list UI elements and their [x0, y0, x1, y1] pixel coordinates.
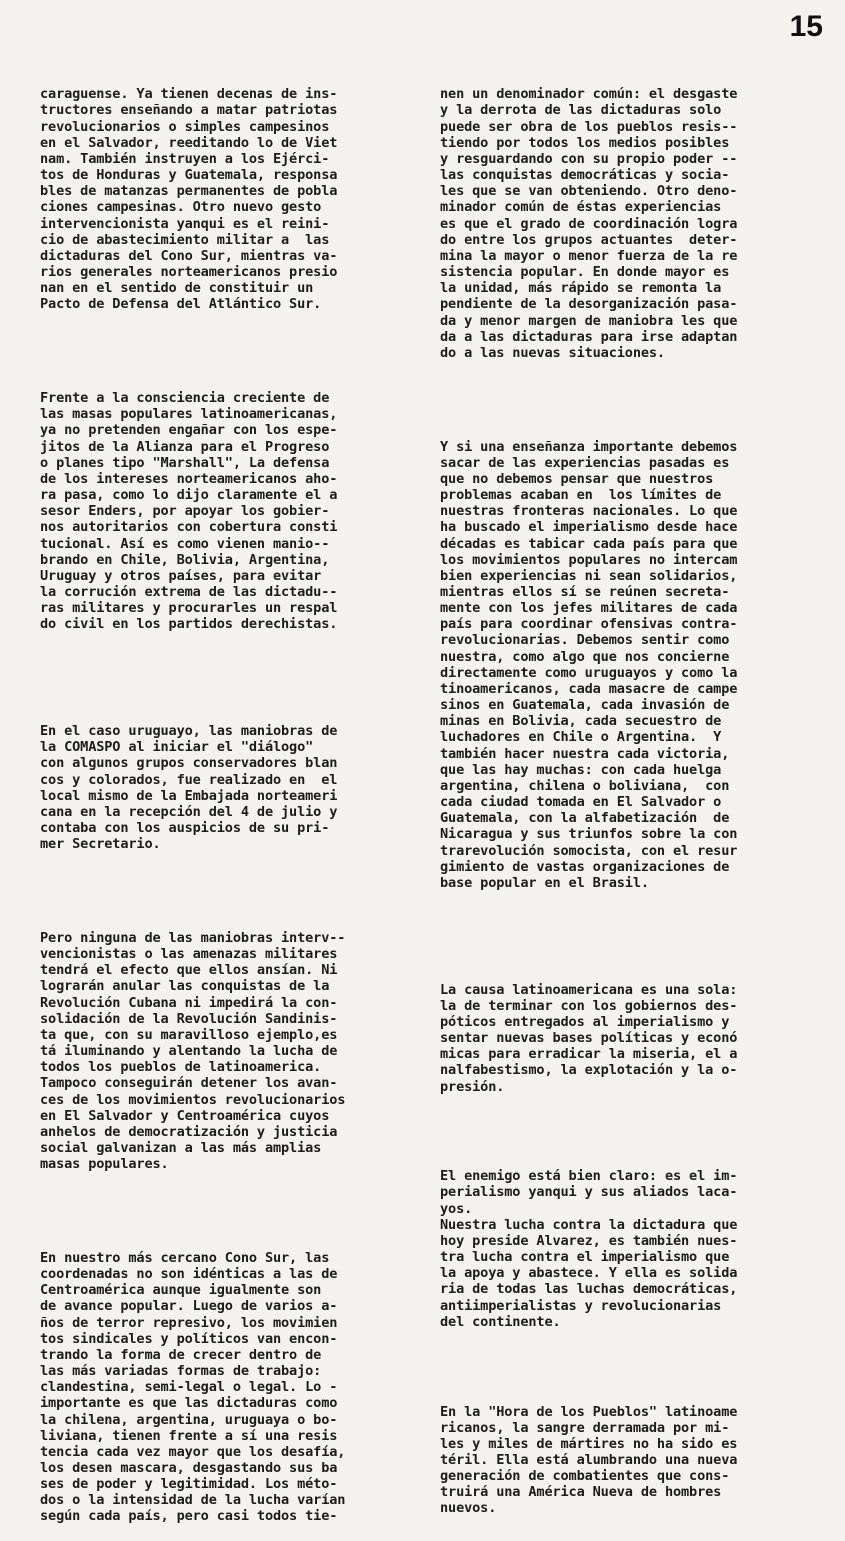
- right-paragraph-3: La causa latinoamericana es una sola: la de terminar con los gobiernos des- póticos entregados al imperialismo y sentar nuevas bases políticas y econó micas para erradicar la miseria, el a nalfabestismo, la explotación y la o- presión.: [440, 981, 738, 1095]
- right-paragraph-1: nen un denominador común: el desgaste y la derrota de las dictaduras solo puede ser obra de los pueblos resis-- tiendo por todos los medios posibles y resguardando con su propio poder -- las conquistas democráticas y socia- les que se van obteniendo. Otro deno- minador común de éstas experiencias es que el grado de coordinación logra do entre los grupos actuantes deter- mina la mayor o menor fuerza de la re sistencia popular. En donde mayor es la unidad, más rápido se remonta la pendiente de la desorganización pasa- da y menor margen de maniobra les que da a las dictaduras para irse adaptan do a las nuevas situaciones.: [440, 86, 738, 361]
- left-paragraph-1: caraguense. Ya tienen decenas de ins- tructores enseñando a matar patriotas revolucionarios o simples campesinos en el Salvador, reeditando lo de Viet nam. También instruyen a los Ejérci- tos de Honduras y Guatemala, responsa bles de matanzas permanentes de pobla ciones campesinas. Otro nuevo gesto intervencionista yanqui es el reini- cio de abastecimiento militar a las dictaduras del Cono Sur, mientras va- rios generales norteamericanos presio nan en el sentido de constituir un Pacto de Defensa del Atlántico Sur.: [40, 86, 338, 313]
- right-paragraph-4: El enemigo está bien claro: es el im- perialismo yanqui y sus aliados laca- yos. Nuestra lucha contra la dictadura que hoy preside Alvarez, es también nues- tra lucha contra el imperialismo que la apoya y abastece. Y ella es solida ria de todas las luchas democráticas, antiimperialistas y revolucionarias del continente.: [440, 1168, 738, 1330]
- left-paragraph-5: En nuestro más cercano Cono Sur, las coordenadas no son idénticas a las de Centroamérica aunque igualmente son de avance popular. Luego de varios a- ños de terror represivo, los movimien tos sindicales y políticos van encon- trando la forma de crecer dentro de las más variadas formas de trabajo: clandestina, semi-legal o legal. Lo - importante es que las dictaduras como la chilena, argentina, uruguaya o bo- liviana, tienen frente a sí una resis tencia cada vez mayor que los desafía, los desen mascara, desgastando sus ba ses de poder y legitimidad. Los méto- dos o la intensidad de la lucha varían según cada país, pero casi todos tie-: [40, 1249, 346, 1525]
- left-paragraph-2: Frente a la consciencia creciente de las masas populares latinoamericanas, ya no pretenden engañar con los espe- jitos de la Alianza para el Progreso o planes tipo "Marshall", La defensa de los intereses norteamericanos aho- ra pasa, como lo dijo claramente el a sesor Enders, por apoyar los gobier- nos autoritarios con cobertura consti tucional. Así es como vienen manio-- brando en Chile, Bolivia, Argentina, Uruguay y otros países, para evitar la corrución extrema de las dictadu-- ras militares y procurarles un respal do civil en los partidos derechistas.: [40, 390, 338, 633]
- right-paragraph-5: En la "Hora de los Pueblos" latinoame ricanos, la sangre derramada por mi- les y miles de mártires no ha sido es téril. Ella está alumbrando una nueva generación de combatientes que cons- truirá una América Nueva de hombres nuevos.: [440, 1403, 738, 1517]
- right-paragraph-2: Y si una enseñanza importante debemos sacar de las experiencias pasadas es que no debemos pensar que nuestros problemas acaban en los límites de nuestras fronteras nacionales. Lo que ha buscado el imperialismo desde hace décadas es tabicar cada país para que los movimientos populares no intercam bien experiencias ni sean solidarios, mientras ellos sí se reúnen secreta- mente con los jefes militares de cada país para coordinar ofensivas contra- revolucionarias. Debemos sentir como nuestra, como algo que nos concierne directamente como uruguayos y como la tinoamericanos, cada masacre de campe sinos en Guatemala, cada invasión de minas en Bolivia, cada secuestro de luchadores en Chile o Argentina. Y también hacer nuestra cada victoria, que las hay muchas: con cada huelga argentina, chilena o boliviana, con cada ciudad tomada en El Salvador o Guatemala, con la alfabetización de Nicaragua y sus triunfos sobre la con trarevolución somocista, con el resur gimiento de vastas organizaciones de base popular en el Brasil.: [440, 438, 738, 891]
- left-column: [40, 54, 415, 1541]
- right-column: [440, 54, 820, 1533]
- left-paragraph-4: Pero ninguna de las maniobras interv-- vencionistas o las amenazas militares tendrá el efecto que ellos ansían. Ni lograrán anular las conquistas de la Revolución Cubana ni impedirá la con- solidación de la Revolución Sandinis- ta que, con su maravilloso ejemplo,es tá iluminando y alentando la lucha de todos los pueblos de latinoamerica. Tampoco conseguirán detener los avan- ces de los movimientos revolucionarios en El Salvador y Centroamérica cuyos anhelos de democratización y justicia social galvanizan a las más amplias masas populares.: [40, 929, 346, 1173]
- left-paragraph-3: En el caso uruguayo, las maniobras de la COMASPO al iniciar el "diálogo" con algunos grupos conservadores blan cos y colorados, fue realizado en el local mismo de la Embajada norteameri cana en la recepción del 4 de julio y contaba con los auspicios de su pri- mer Secretario.: [40, 723, 338, 853]
- page-number: 15: [789, 10, 823, 43]
